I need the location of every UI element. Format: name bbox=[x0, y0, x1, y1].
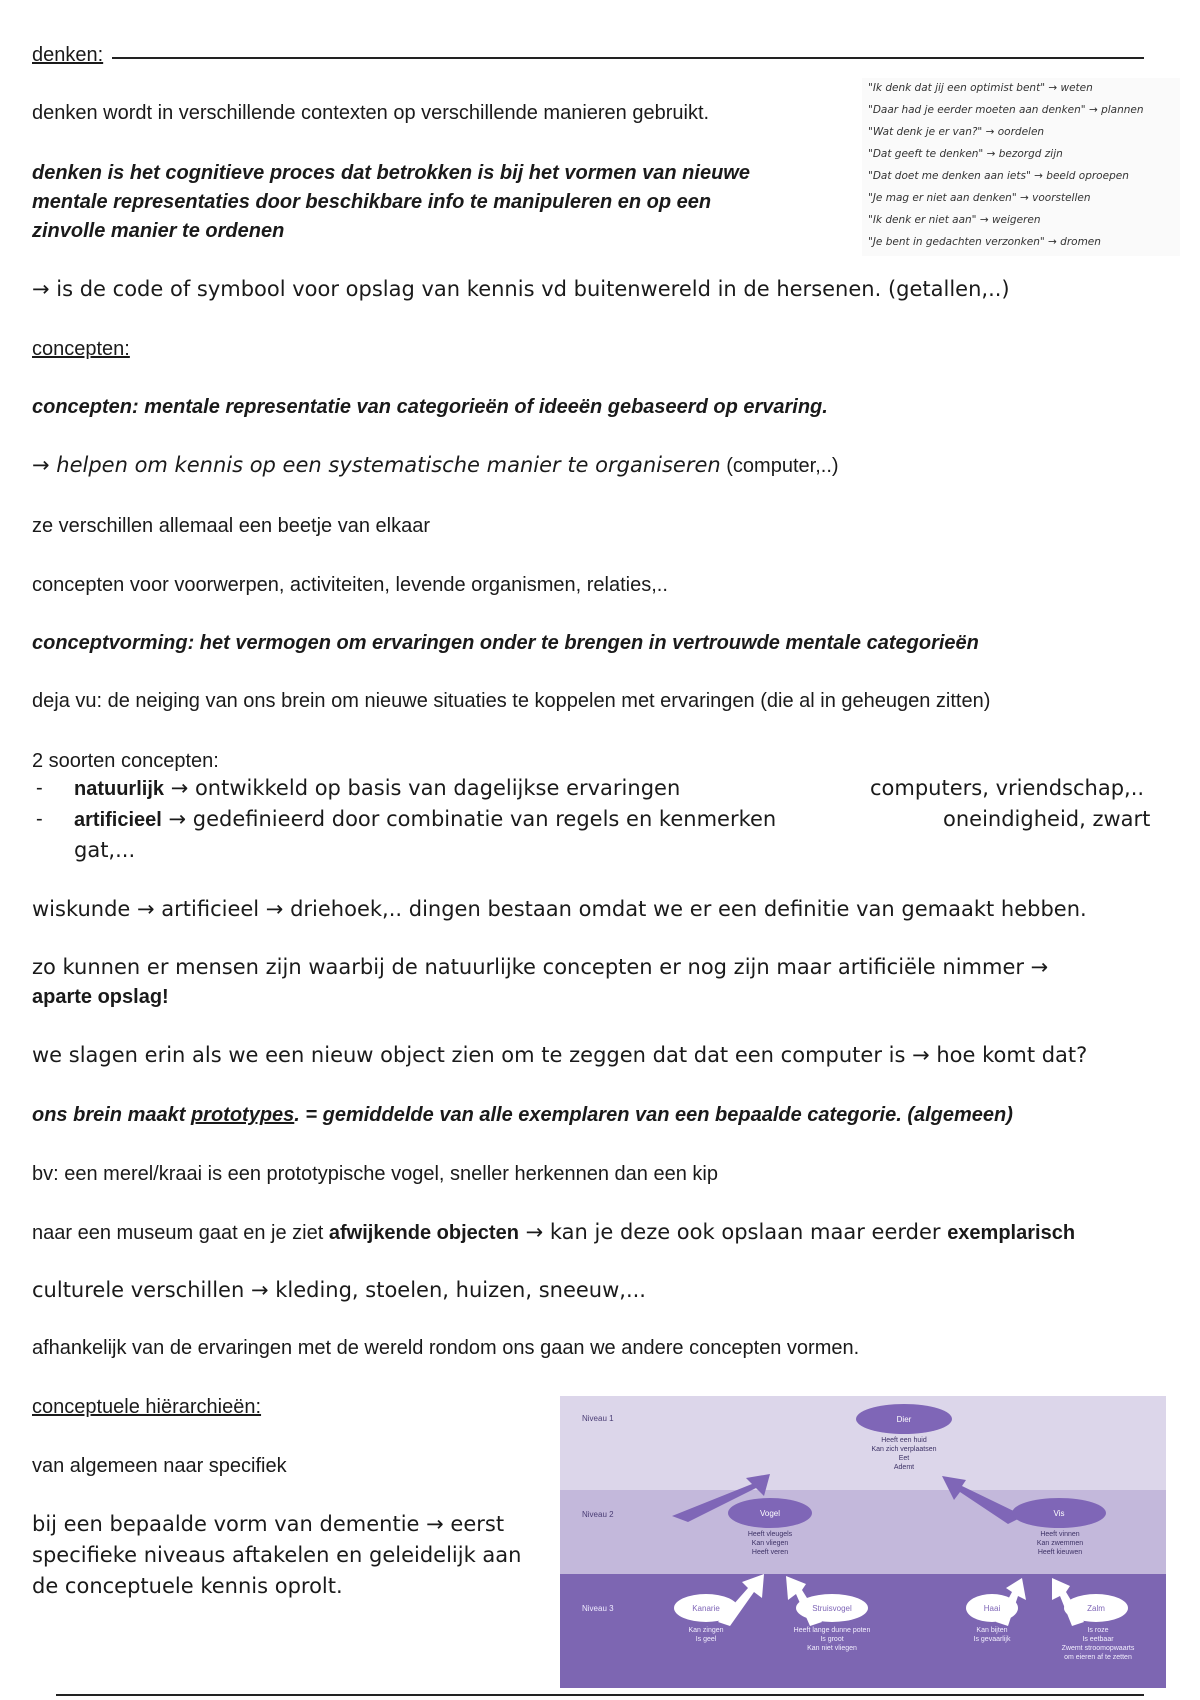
attr: Is groot bbox=[820, 1636, 844, 1643]
quote-item: "Daar had je eerder moeten aan denken" → plannen bbox=[868, 104, 1144, 116]
heading-hierarchie: conceptuele hiërarchieën: bbox=[32, 1396, 262, 1418]
paragraph-soorten: 2 soorten concepten: bbox=[32, 750, 219, 772]
quote-item: "Ik denk er niet aan" → weigeren bbox=[868, 214, 1041, 226]
attr: om eieren af te zetten bbox=[1064, 1654, 1132, 1661]
attrs-zalm bbox=[1036, 1626, 1160, 1662]
paragraph-aparte-opslag: aparte opslag! bbox=[32, 986, 169, 1008]
quote-item: "Je bent in gedachten verzonken" → dromen bbox=[868, 236, 1101, 248]
hierarchy-diagram bbox=[560, 1396, 1166, 1688]
attr: Ademt bbox=[893, 1464, 915, 1471]
quote-item: "Ik denk dat jij een optimist bent" → weten bbox=[868, 82, 1093, 94]
level-1-label: Niveau 1 bbox=[582, 1414, 614, 1423]
attr: Is roze bbox=[1087, 1627, 1109, 1634]
paragraph-code: → is de code of symbool voor opslag van kennis vd buitenwereld in de hersenen. (getallen,..) bbox=[32, 277, 1010, 301]
attr: Is eetbaar bbox=[1082, 1636, 1114, 1643]
prototypes-term: prototypes bbox=[190, 1104, 295, 1126]
definition-denken-line-2: mentale representaties door beschikbare info te manipuleren en op een bbox=[32, 191, 712, 213]
quote-item: "Dat doet me denken aan iets" → beeld oproepen bbox=[868, 170, 1129, 182]
node-dier: Dier bbox=[856, 1404, 952, 1434]
paragraph-mensen: zo kunnen er mensen zijn waarbij de natuurlijke concepten er nog zijn maar artificiële nimmer → bbox=[32, 955, 1049, 979]
attr: Eet bbox=[898, 1455, 910, 1462]
attrs-struisvogel bbox=[766, 1626, 898, 1653]
attr: Is gevaarlijk bbox=[973, 1636, 1011, 1643]
level-3-label: Niveau 3 bbox=[582, 1604, 614, 1613]
node-kanarie: Kanarie bbox=[674, 1594, 738, 1622]
definition-denken-line-3: zinvolle manier te ordenen bbox=[32, 220, 285, 242]
attr: Heeft vleugels bbox=[747, 1531, 793, 1538]
attr: Kan zingen bbox=[688, 1627, 724, 1634]
attr: Heeft een huid bbox=[881, 1437, 927, 1444]
attrs-kanarie bbox=[656, 1626, 756, 1644]
attrs-vogel bbox=[710, 1530, 830, 1557]
node-haai: Haai bbox=[966, 1594, 1018, 1622]
bullet-bold: artificieel bbox=[74, 809, 162, 831]
paragraph-bv: bv: een merel/kraai is een prototypische vogel, sneller herkennen dan een kip bbox=[32, 1163, 718, 1185]
paragraph-verschillen: ze verschillen allemaal een beetje van elkaar bbox=[32, 515, 431, 537]
node-vogel: Vogel bbox=[728, 1498, 812, 1528]
attr: Kan niet vliegen bbox=[807, 1645, 857, 1652]
bullet-example: computers, vriendschap,.. bbox=[870, 776, 1145, 800]
paragraph-contexts: denken wordt in verschillende contexten op verschillende manieren gebruikt. bbox=[32, 102, 710, 124]
bullet-dash: - bbox=[36, 808, 43, 830]
bullet-continuation: gat,... bbox=[74, 838, 136, 862]
node-vis: Vis bbox=[1012, 1498, 1106, 1528]
attr: Kan bijten bbox=[976, 1627, 1008, 1634]
list-item-text bbox=[74, 776, 680, 801]
helpen-italic: → helpen om kennis op een systematische manier te organiseren bbox=[32, 453, 721, 477]
paragraph-museum bbox=[32, 1220, 1075, 1245]
attrs-dier bbox=[840, 1436, 968, 1472]
definition-conceptvorming: conceptvorming: het vermogen om ervaringen onder te brengen in vertrouwde mentale categorieën bbox=[32, 632, 979, 654]
paragraph-wiskunde: wiskunde → artificieel → driehoek,.. dingen bestaan omdat we er een definitie van gemaakt hebben. bbox=[32, 897, 1087, 921]
heading-rule bbox=[112, 57, 1144, 59]
footer-rule bbox=[56, 1694, 1144, 1696]
museum-d: exemplarisch bbox=[947, 1222, 1076, 1244]
level-2-label: Niveau 2 bbox=[582, 1510, 614, 1519]
helpen-rest: (computer,..) bbox=[720, 455, 839, 477]
attrs-vis bbox=[1000, 1530, 1120, 1557]
attr: Heeft lange dunne poten bbox=[793, 1627, 871, 1634]
paragraph-prototypes bbox=[32, 1104, 1013, 1127]
prototypes-b: . = gemiddelde van alle exemplaren van een bepaalde categorie. (algemeen) bbox=[294, 1104, 1013, 1126]
bullet-dash: - bbox=[36, 777, 43, 799]
definition-concepten: concepten: mentale representatie van categorieën of ideeën gebaseerd op ervaring. bbox=[32, 396, 828, 418]
attr: Heeft kieuwen bbox=[1037, 1549, 1083, 1556]
paragraph-afhankelijk: afhankelijk van de ervaringen met de wereld rondom ons gaan we andere concepten vormen. bbox=[32, 1337, 860, 1359]
list-item bbox=[36, 808, 43, 831]
bullet-bold: natuurlijk bbox=[74, 778, 165, 800]
quotes-list bbox=[862, 78, 1180, 256]
node-zalm: Zalm bbox=[1064, 1594, 1128, 1622]
quote-item: "Wat denk je er van?" → oordelen bbox=[868, 126, 1045, 138]
list-item-text bbox=[74, 807, 776, 832]
paragraph-slagen: we slagen erin als we een nieuw object zien om te zeggen dat dat een computer is → hoe komt dat? bbox=[32, 1043, 1088, 1067]
attrs-haai bbox=[942, 1626, 1042, 1644]
paragraph-dementie-line-2: specifieke niveaus aftakelen en geleidelijk aan bbox=[32, 1543, 522, 1567]
attr: Kan vliegen bbox=[751, 1540, 789, 1547]
bullet-example: oneindigheid, zwart bbox=[943, 807, 1151, 831]
bullet-rest: → gedefinieerd door combinatie van regels en kenmerken bbox=[161, 807, 777, 831]
node-struisvogel: Struisvogel bbox=[796, 1594, 868, 1622]
attr: Kan zwemmen bbox=[1036, 1540, 1084, 1547]
paragraph-cultureel: culturele verschillen → kleding, stoelen, huizen, sneeuw,... bbox=[32, 1278, 646, 1302]
quote-item: "Je mag er niet aan denken" → voorstellen bbox=[868, 192, 1091, 204]
definition-denken-line-1: denken is het cognitieve proces dat betrokken is bij het vormen van nieuwe bbox=[32, 162, 750, 184]
bullet-rest: → ontwikkeld op basis van dagelijkse ervaringen bbox=[164, 776, 681, 800]
arrow-vis-dier bbox=[942, 1476, 1024, 1524]
paragraph-dementie-line-3: de conceptuele kennis oprolt. bbox=[32, 1574, 343, 1598]
paragraph-helpen bbox=[32, 453, 839, 478]
heading-denken: denken: bbox=[32, 44, 104, 66]
attr: Heeft vinnen bbox=[1040, 1531, 1080, 1538]
paragraph-dementie-line-1: bij een bepaalde vorm van dementie → eerst bbox=[32, 1512, 505, 1536]
list-item bbox=[36, 777, 43, 800]
attr: Is geel bbox=[695, 1636, 717, 1643]
museum-b: afwijkende objecten bbox=[328, 1222, 519, 1244]
heading-concepten: concepten: bbox=[32, 338, 130, 360]
paragraph-voorwerpen: concepten voor voorwerpen, activiteiten, levende organismen, relaties,.. bbox=[32, 574, 668, 596]
attr: Heeft veren bbox=[751, 1549, 789, 1556]
museum-a: naar een museum gaat en je ziet bbox=[32, 1222, 329, 1244]
quote-item: "Dat geeft te denken" → bezorgd zijn bbox=[868, 148, 1063, 160]
attr: Kan zich verplaatsen bbox=[871, 1446, 937, 1453]
paragraph-algemeen: van algemeen naar specifiek bbox=[32, 1455, 287, 1477]
museum-c: → kan je deze ook opslaan maar eerder bbox=[518, 1220, 948, 1244]
attr: Zwemt stroomopwaarts bbox=[1061, 1645, 1135, 1652]
prototypes-a: ons brein maakt bbox=[32, 1104, 191, 1126]
paragraph-dejavu: deja vu: de neiging van ons brein om nieuwe situaties te koppelen met ervaringen (die al in geheugen zitten) bbox=[32, 690, 991, 712]
